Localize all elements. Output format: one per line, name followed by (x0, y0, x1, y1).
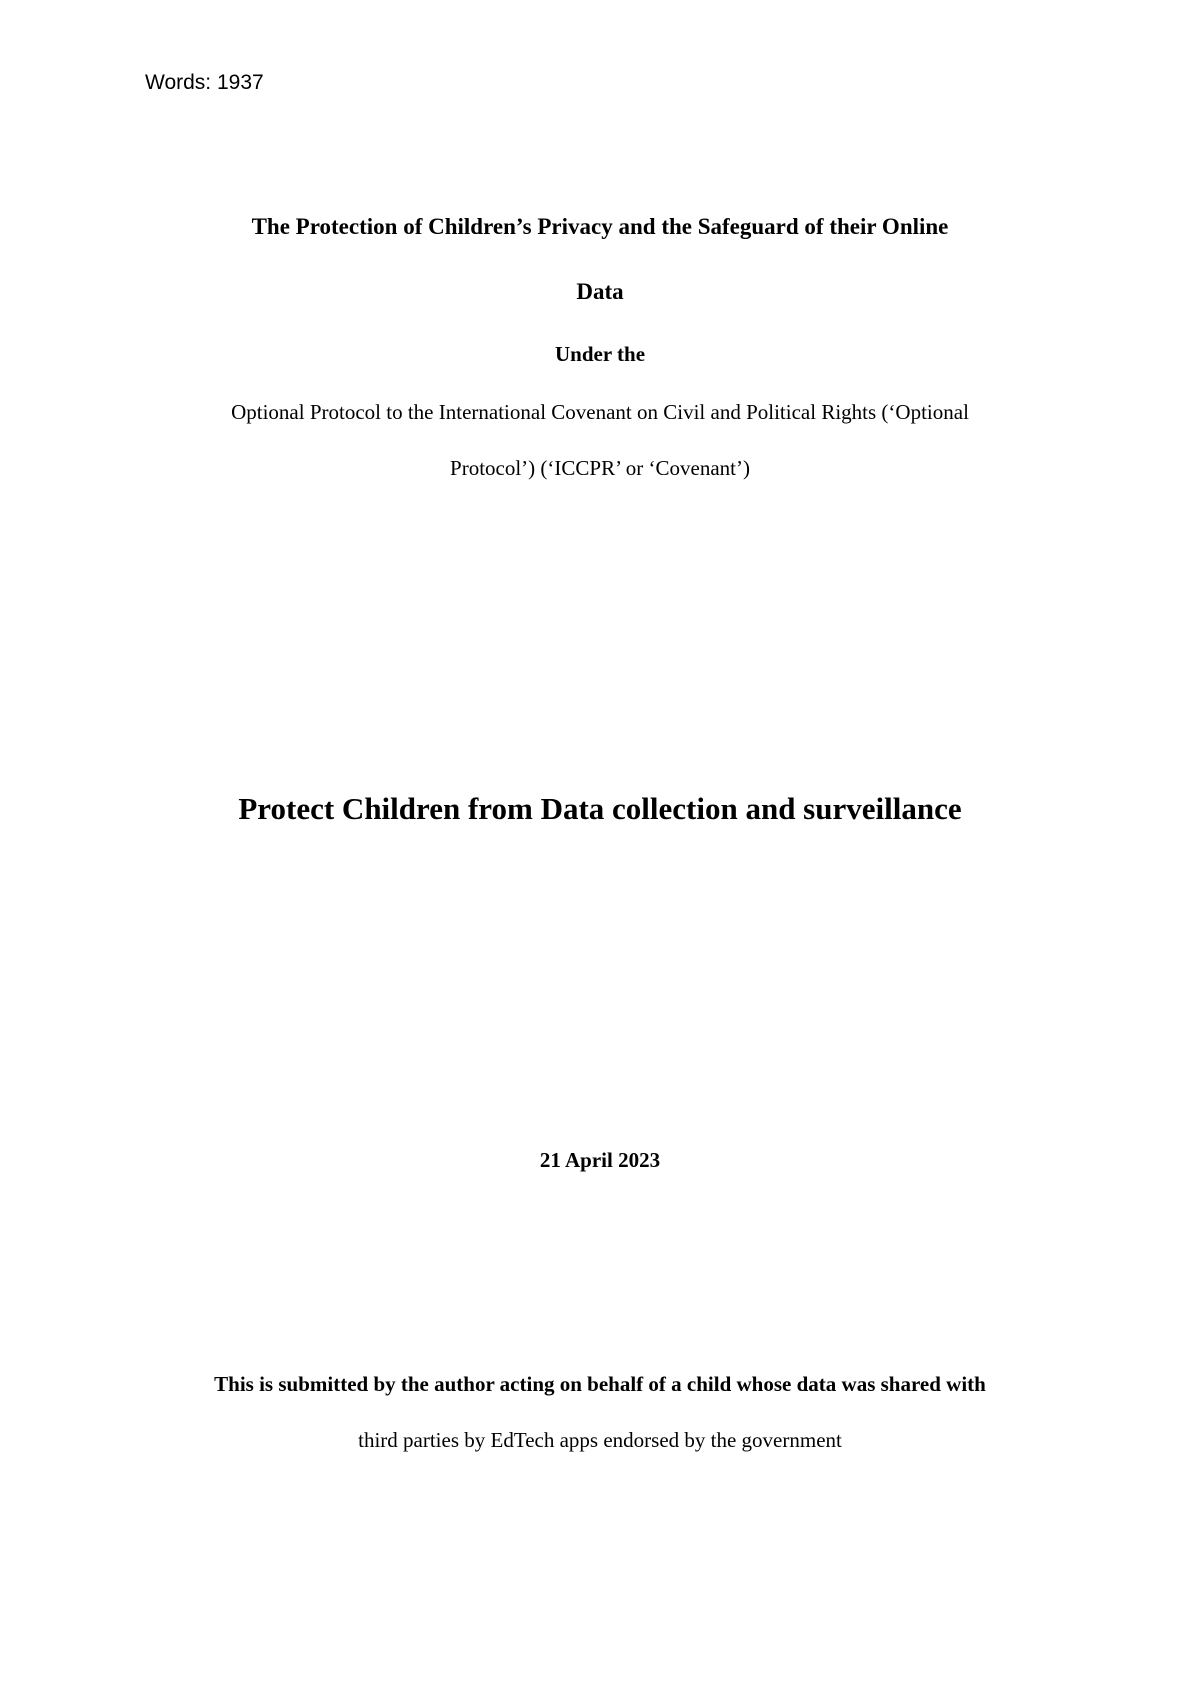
document-title-line-2: Data (576, 279, 624, 304)
protocol-line-2: Protocol’) (‘ICCPR’ or ‘Covenant’) (450, 456, 750, 480)
document-title-line-1: The Protection of Children’s Privacy and the Safeguard of their Online (251, 214, 949, 239)
document-date: 21 April 2023 (539, 1148, 661, 1172)
under-the-label: Under the (554, 342, 646, 366)
main-heading: Protect Children from Data collection and surveillance (238, 791, 962, 826)
submission-statement-line-2: third parties by EdTech apps endorsed by the government (358, 1428, 842, 1452)
word-count: Words: 1937 (145, 71, 264, 94)
submission-statement-line-1: This is submitted by the author acting on behalf of a child whose data was shared with (214, 1372, 986, 1396)
protocol-line-1: Optional Protocol to the International Covenant on Civil and Political Rights (‘Optional (231, 400, 969, 424)
